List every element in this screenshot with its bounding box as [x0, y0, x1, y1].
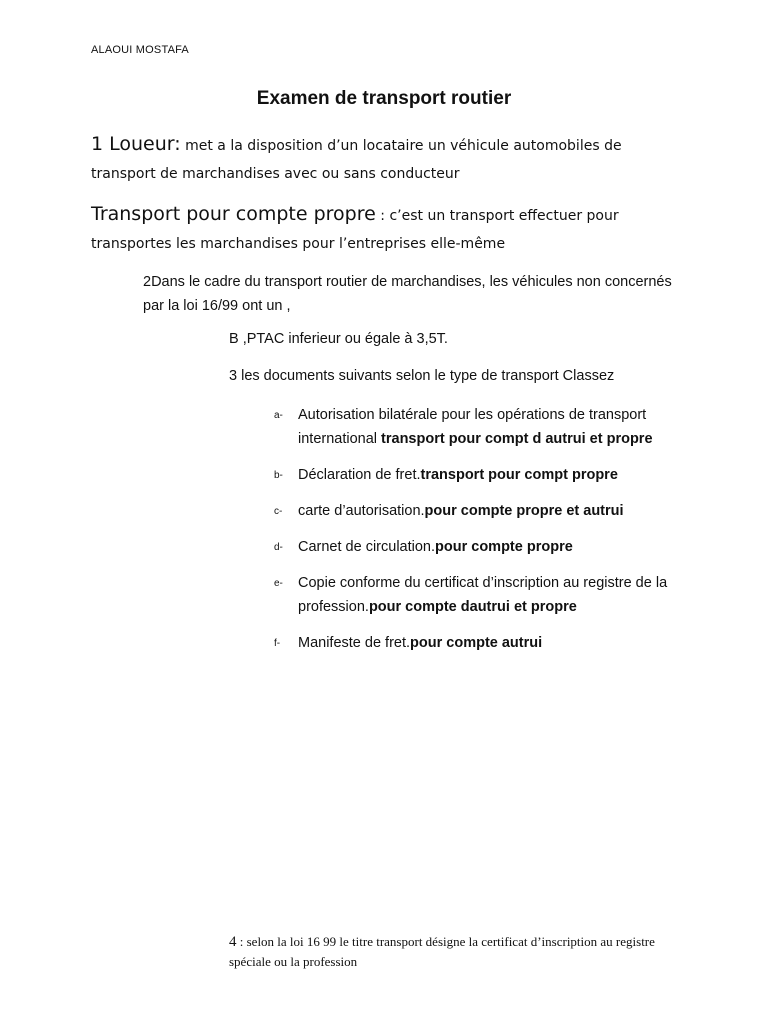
- list-item: [274, 499, 694, 523]
- document-answer: transport pour compt propre: [420, 467, 618, 483]
- document-answer: pour compte propre et autrui: [424, 503, 624, 519]
- document-label: Manifeste de fret.: [298, 635, 411, 651]
- list-marker: a-: [274, 410, 283, 421]
- list-marker: e-: [274, 578, 283, 589]
- definition-text: met a la disposition d’un locataire un véhicule automobiles de transport de marchandises avec ou sans conducteur: [91, 138, 622, 182]
- document-answer: pour compte propre: [435, 539, 573, 555]
- author-name: ALAOUI MOSTAFA: [91, 44, 189, 56]
- document-label: Carnet de circulation.: [298, 539, 436, 555]
- definition-transport-compte-propre: [91, 200, 681, 258]
- document-answer: pour compte autrui: [410, 635, 543, 651]
- list-item: [274, 403, 694, 451]
- definition-loueur: [91, 130, 681, 188]
- list-marker: f-: [274, 638, 281, 649]
- list-item: [274, 571, 694, 619]
- question-4: [229, 932, 689, 972]
- list-marker: d-: [274, 542, 283, 553]
- document-title: Examen de transport routier: [256, 88, 512, 109]
- document-label: carte d’autorisation.: [298, 503, 425, 519]
- question-4-text: : selon la loi 16 99 le titre transport désigne la certificat d’inscription au registre spéciale ou la profession: [229, 934, 655, 969]
- list-marker: b-: [274, 470, 283, 481]
- document-label: Déclaration de fret.: [298, 467, 421, 483]
- question-2-answer: B ,PTAC inferieur ou égale à 3,5T.: [229, 331, 448, 347]
- list-item: [274, 463, 694, 487]
- document-classification-list: [274, 403, 694, 667]
- definition-text: : c’est un transport effectuer pour transportes les marchandises pour l’entreprises elle-même: [91, 208, 619, 252]
- list-marker: c-: [274, 506, 283, 517]
- definition-term: 1 Loueur:: [91, 133, 181, 155]
- list-item: [274, 535, 694, 559]
- document-answer: pour compte dautrui et propre: [368, 599, 577, 615]
- document-label: Copie conforme du certificat d’inscription au registre de la profession.: [298, 575, 668, 615]
- list-item: [274, 631, 694, 655]
- document-label: Autorisation bilatérale pour les opérations de transport international: [298, 407, 647, 447]
- question-4-number: 4: [229, 934, 237, 950]
- question-2: 2Dans le cadre du transport routier de marchandises, les véhicules non concernés par la loi 16/99 ont un ,: [143, 274, 672, 314]
- question-3: 3 les documents suivants selon le type de transport Classez: [229, 368, 615, 384]
- document-answer: transport pour compt d autrui et propre: [381, 431, 653, 447]
- definition-term: Transport pour compte propre: [91, 203, 376, 225]
